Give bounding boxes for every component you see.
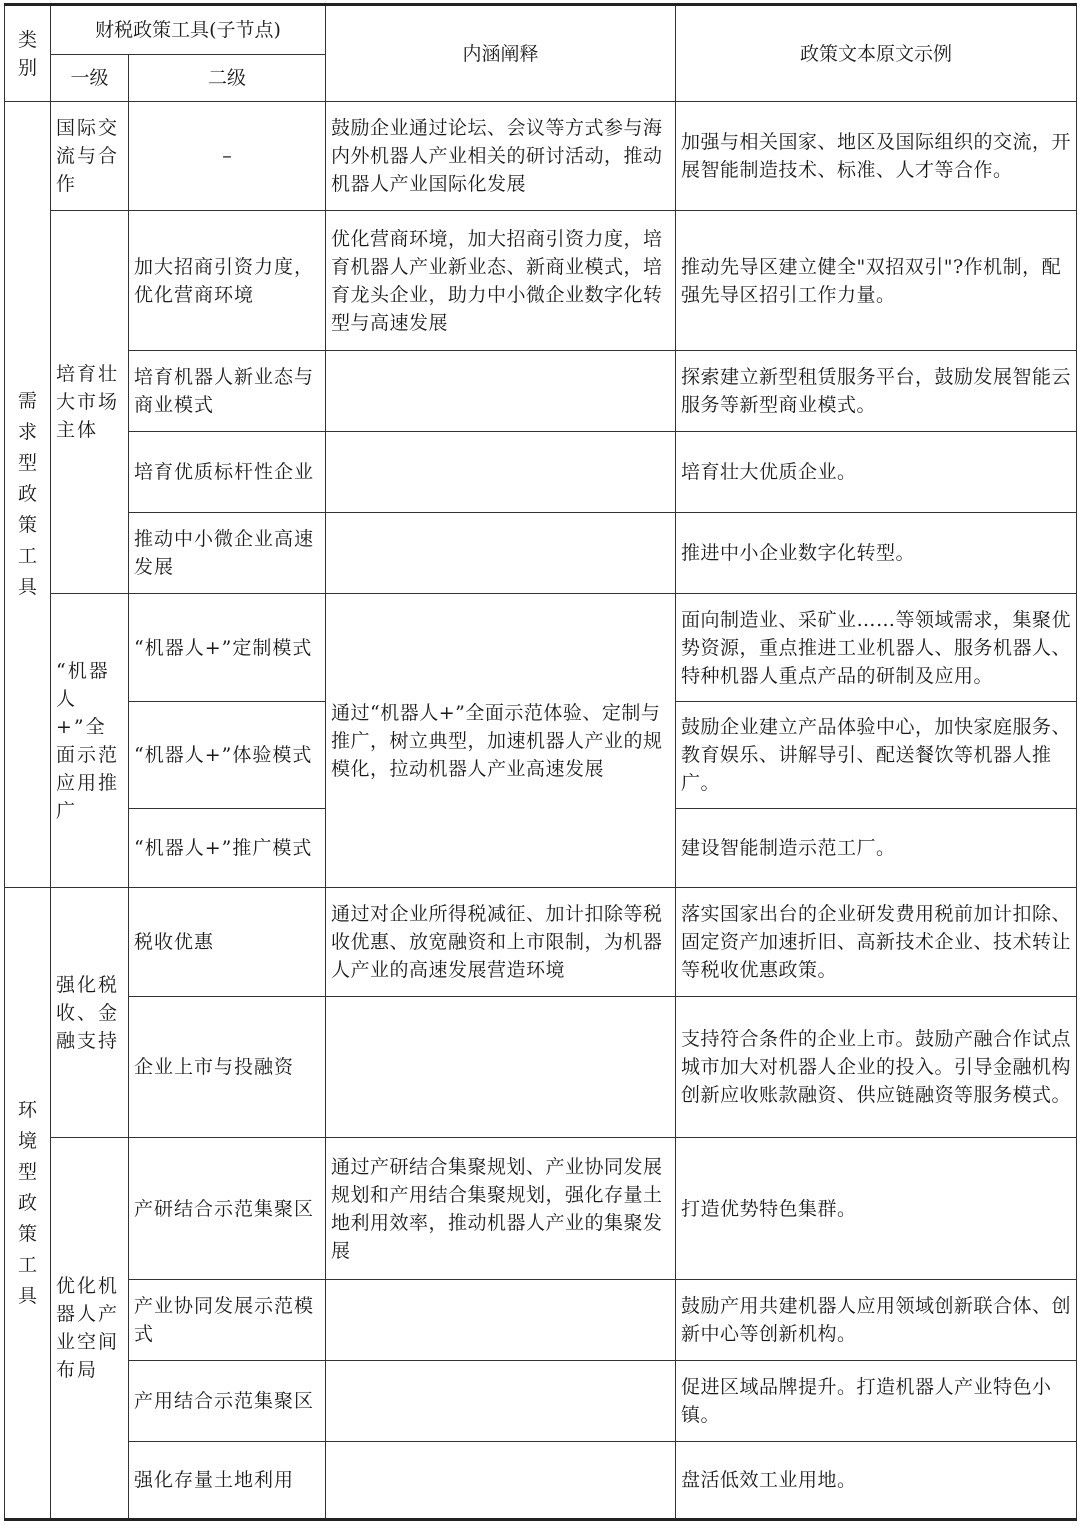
table-row [5,513,1077,594]
meaning-intl: 鼓励企业通过论坛、会议等方式参与海内外机器人产业相关的研讨活动，推动机器人产业国际化发展 [326,102,676,211]
table-row [5,351,1077,432]
level2-synergy: 产业协同发展示范模式 [129,1280,326,1361]
policy-tools-table [4,3,1077,1521]
category-environment-label: 环境型政策工具 [17,1098,37,1307]
table-row [5,1442,1077,1520]
header-level1: 一级 [51,55,129,102]
example-benchmark: 培育壮大优质企业。 [676,432,1077,513]
example-custom: 面向制造业、采矿业……等领域需求，集聚优势资源，重点推进工业机器人、服务机器人、特种机器人重点产品的研制及应用。 [676,594,1077,702]
example-taxcut: 落实国家出台的企业研发费用税前加计扣除、固定资产加速折旧、高新技术企业、技术转让等税收优惠政策。 [676,888,1077,997]
level2-prod: 产用结合示范集聚区 [129,1361,326,1442]
table-row [5,594,1077,702]
example-cluster: 打造优势特色集群。 [676,1138,1077,1280]
level2-invest: 加大招商引资力度，优化营商环境 [129,211,326,351]
level2-taxcut: 税收优惠 [129,888,326,997]
category-demand [5,102,51,888]
category-environment [5,888,51,1520]
level2-benchmark: 培育优质标杆性企业 [129,432,326,513]
level1-layout: 优化机器人产业空间布局 [51,1138,129,1520]
level2-cluster: 产研结合示范集聚区 [129,1138,326,1280]
example-prod: 促进区域品牌提升。打造机器人产业特色小镇。 [676,1361,1077,1442]
table-row [5,1361,1077,1442]
example-invest: 推动先导区建立健全"双招双引"?作机制，配强先导区招引工作力量。 [676,211,1077,351]
meaning-tax: 通过对企业所得税减征、加计扣除等税收优惠、放宽融资和上市限制，为机器人产业的高速发展营造环境 [326,888,676,997]
meaning-empty [326,1442,676,1520]
meaning-empty [326,351,676,432]
table-row [5,997,1077,1138]
level2-experience: “机器人+”体验模式 [129,702,326,809]
table-row [5,211,1077,351]
level1-intl: 国际交流与合作 [51,102,129,211]
level1-tax: 强化税收、金融支持 [51,888,129,1138]
table-row [5,1138,1077,1280]
meaning-layout: 通过产研结合集聚规划、产业协同发展规划和产用结合集聚规划，强化存量土地利用效率，推动机器人产业的集聚发展 [326,1138,676,1280]
level1-robot-plus: “机器人+”全面示范应用推广 [51,594,129,888]
example-synergy: 鼓励产用共建机器人应用领域创新联合体、创新中心等创新机构。 [676,1280,1077,1361]
meaning-empty [326,1361,676,1442]
level2-newbiz: 培育机器人新业态与商业模式 [129,351,326,432]
policy-table-container [4,3,1077,1521]
level2-custom: “机器人+”定制模式 [129,594,326,702]
header-meaning: 内涵阐释 [326,5,676,102]
table-row [5,888,1077,997]
meaning-empty [326,432,676,513]
header-example: 政策文本原文示例 [676,5,1077,102]
example-sme: 推进中小企业数字化转型。 [676,513,1077,594]
header-tool-group: 财税政策工具(子节点) [51,5,326,55]
meaning-market: 优化营商环境，加大招商引资力度，培育机器人产业新业态、新商业模式，培育龙头企业，助力中小微企业数字化转型与高速发展 [326,211,676,351]
header-row-1 [5,5,1077,55]
meaning-empty [326,1280,676,1361]
table-row [5,1280,1077,1361]
level2-intl: – [129,102,326,211]
level1-market: 培育壮大市场主体 [51,211,129,594]
example-promote: 建设智能制造示范工厂。 [676,809,1077,888]
table-row [5,432,1077,513]
category-demand-label: 需求型政策工具 [17,390,37,598]
example-newbiz: 探索建立新型租赁服务平台，鼓励发展智能云服务等新型商业模式。 [676,351,1077,432]
meaning-empty [326,513,676,594]
meaning-robot-plus: 通过“机器人+”全面示范体验、定制与推广，树立典型，加速机器人产业的规模化，拉动机器人产业高速发展 [326,594,676,888]
header-category: 类别 [5,5,51,102]
level2-land: 强化存量土地利用 [129,1442,326,1520]
example-experience: 鼓励企业建立产品体验中心，加快家庭服务、教育娱乐、讲解导引、配送餐饮等机器人推广。 [676,702,1077,809]
header-level2: 二级 [129,55,326,102]
example-land: 盘活低效工业用地。 [676,1442,1077,1520]
level2-listing: 企业上市与投融资 [129,997,326,1138]
example-intl: 加强与相关国家、地区及国际组织的交流，开展智能制造技术、标准、人才等合作。 [676,102,1077,211]
level2-promote: “机器人+”推广模式 [129,809,326,888]
level2-sme: 推动中小微企业高速发展 [129,513,326,594]
example-listing: 支持符合条件的企业上市。鼓励产融合作试点城市加大对机器人企业的投入。引导金融机构创新应收账款融资、供应链融资等服务模式。 [676,997,1077,1138]
table-row [5,102,1077,211]
meaning-empty [326,997,676,1138]
